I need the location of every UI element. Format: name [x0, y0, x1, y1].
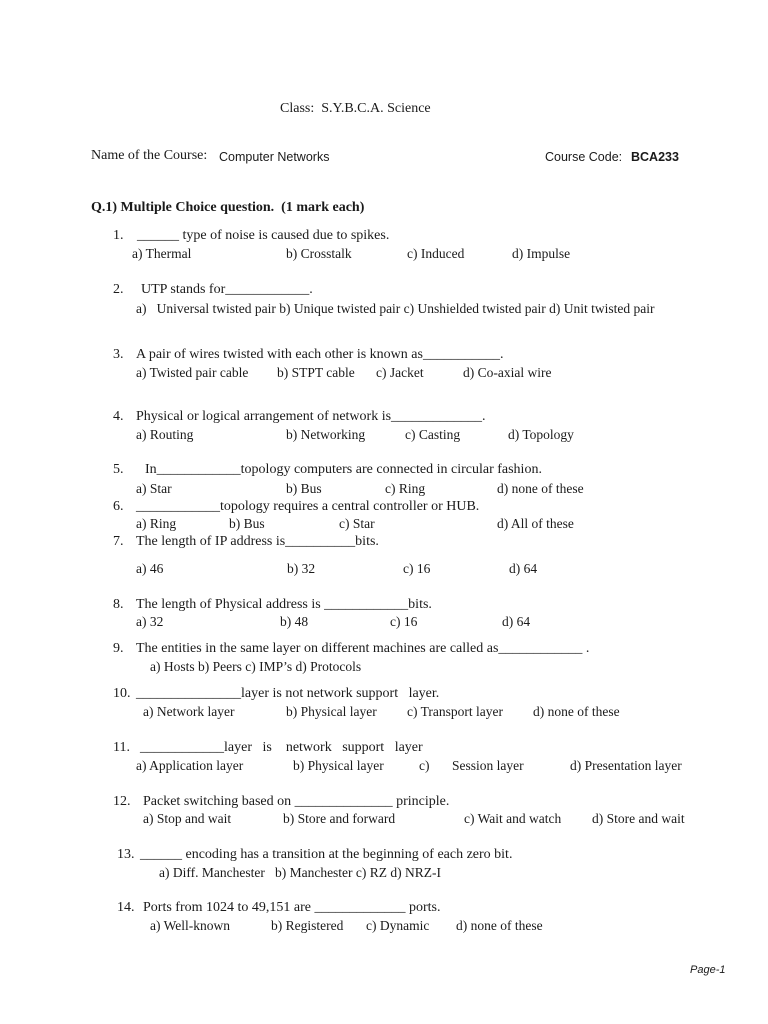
option-b: b) Crosstalk: [286, 246, 352, 261]
question-text: A pair of wires twisted with each other is known as___________.: [136, 347, 504, 362]
question-number: 6.: [113, 499, 124, 514]
option-c: c) Wait and watch: [464, 811, 562, 826]
option-c: c) 16: [403, 561, 431, 576]
question-number: 12.: [113, 794, 131, 809]
options-line: a) Universal twisted pair b) Unique twisted pair c) Unshielded twisted pair d) Unit twisted pair: [136, 301, 655, 316]
options-line: a) Diff. Manchester b) Manchester c) RZ d) NRZ-I: [159, 865, 442, 880]
option-b: b) Networking: [286, 427, 366, 442]
option-c-text: Session layer: [452, 758, 524, 773]
option-a: a) Ring: [136, 516, 177, 531]
option-d: d) none of these: [456, 918, 543, 933]
question-number: 9.: [113, 641, 124, 656]
option-c: c) 16: [390, 614, 418, 629]
course-name-label: Name of the Course:: [91, 148, 211, 163]
option-c: c) Casting: [405, 427, 461, 442]
question-number: 10.: [113, 686, 131, 701]
option-c: c) Ring: [385, 481, 426, 496]
page-number: Page-1: [690, 964, 726, 976]
option-a: a) 32: [136, 614, 164, 629]
question-number: 11.: [113, 740, 130, 755]
question-text: _______________layer is not network support layer.: [136, 686, 440, 701]
option-d: d) none of these: [497, 481, 584, 496]
option-a: a) Star: [136, 481, 172, 496]
option-c: c) Dynamic: [366, 918, 430, 933]
option-d: d) 64: [502, 614, 531, 629]
section-title: Q.1) Multiple Choice question. (1 mark each): [91, 200, 365, 215]
option-a: a) Stop and wait: [143, 811, 232, 826]
option-d: d) Impulse: [512, 246, 571, 261]
option-c: c) Transport layer: [407, 704, 503, 719]
question-text: Packet switching based on ______________ principle.: [143, 794, 450, 809]
option-b: b) 48: [280, 614, 309, 629]
question-text: The length of Physical address is ____________bits.: [136, 597, 432, 612]
option-d: d) Topology: [508, 427, 574, 442]
option-b: b) Bus: [229, 516, 265, 531]
question-text: UTP stands for____________.: [141, 282, 313, 297]
option-a: a) Network layer: [143, 704, 235, 719]
course-code: BCA233: [631, 150, 679, 164]
question-text: ____________layer is network support layer: [140, 740, 423, 755]
question-text: Ports from 1024 to 49,151 are _____________ ports.: [143, 900, 441, 915]
option-c: c) Star: [339, 516, 375, 531]
question-text: The entities in the same layer on different machines are called as____________ .: [136, 641, 590, 656]
option-b: b) 32: [287, 561, 316, 576]
question-text: ______ encoding has a transition at the beginning of each zero bit.: [140, 847, 513, 862]
question-number: 2.: [113, 282, 124, 297]
question-text: In____________topology computers are connected in circular fashion.: [145, 462, 542, 477]
question-number: 8.: [113, 597, 124, 612]
question-text: ____________topology requires a central controller or HUB.: [136, 499, 480, 514]
option-b: b) Physical layer: [293, 758, 384, 773]
option-b: b) Registered: [271, 918, 344, 933]
question-number: 13.: [117, 847, 135, 862]
option-d: d) Presentation layer: [570, 758, 682, 773]
question-text: ______ type of noise is caused due to spikes.: [137, 228, 390, 243]
course-code-label: Course Code:: [545, 150, 623, 164]
course-name: Computer Networks: [219, 150, 330, 164]
question-number: 7.: [113, 534, 124, 549]
option-d: d) All of these: [497, 516, 574, 531]
option-b: b) Physical layer: [286, 704, 377, 719]
option-a: a) Well-known: [150, 918, 231, 933]
question-number: 5.: [113, 462, 124, 477]
option-a: a) Thermal: [132, 246, 192, 261]
option-a: a) Routing: [136, 427, 194, 442]
option-c: c) Induced: [407, 246, 465, 261]
question-number: 3.: [113, 347, 124, 362]
question-text: Physical or logical arrangement of network is_____________.: [136, 409, 486, 424]
option-a: a) Twisted pair cable: [136, 365, 249, 380]
option-c: c): [419, 758, 430, 773]
option-b: b) Bus: [286, 481, 322, 496]
class-heading: Class: S.Y.B.C.A. Science: [280, 101, 431, 116]
question-number: 4.: [113, 409, 124, 424]
option-d: d) Store and wait: [592, 811, 685, 826]
option-c: c) Jacket: [376, 365, 424, 380]
option-a: a) 46: [136, 561, 164, 576]
options-line: a) Hosts b) Peers c) IMP’s d) Protocols: [150, 659, 362, 674]
option-b: b) STPT cable: [277, 365, 355, 380]
option-b: b) Store and forward: [283, 811, 396, 826]
question-text: The length of IP address is__________bits.: [136, 534, 379, 549]
question-number: 1.: [113, 228, 124, 243]
question-number: 14.: [117, 900, 135, 915]
option-d: d) none of these: [533, 704, 620, 719]
option-a: a) Application layer: [136, 758, 244, 773]
option-d: d) Co-axial wire: [463, 365, 552, 380]
option-d: d) 64: [509, 561, 538, 576]
